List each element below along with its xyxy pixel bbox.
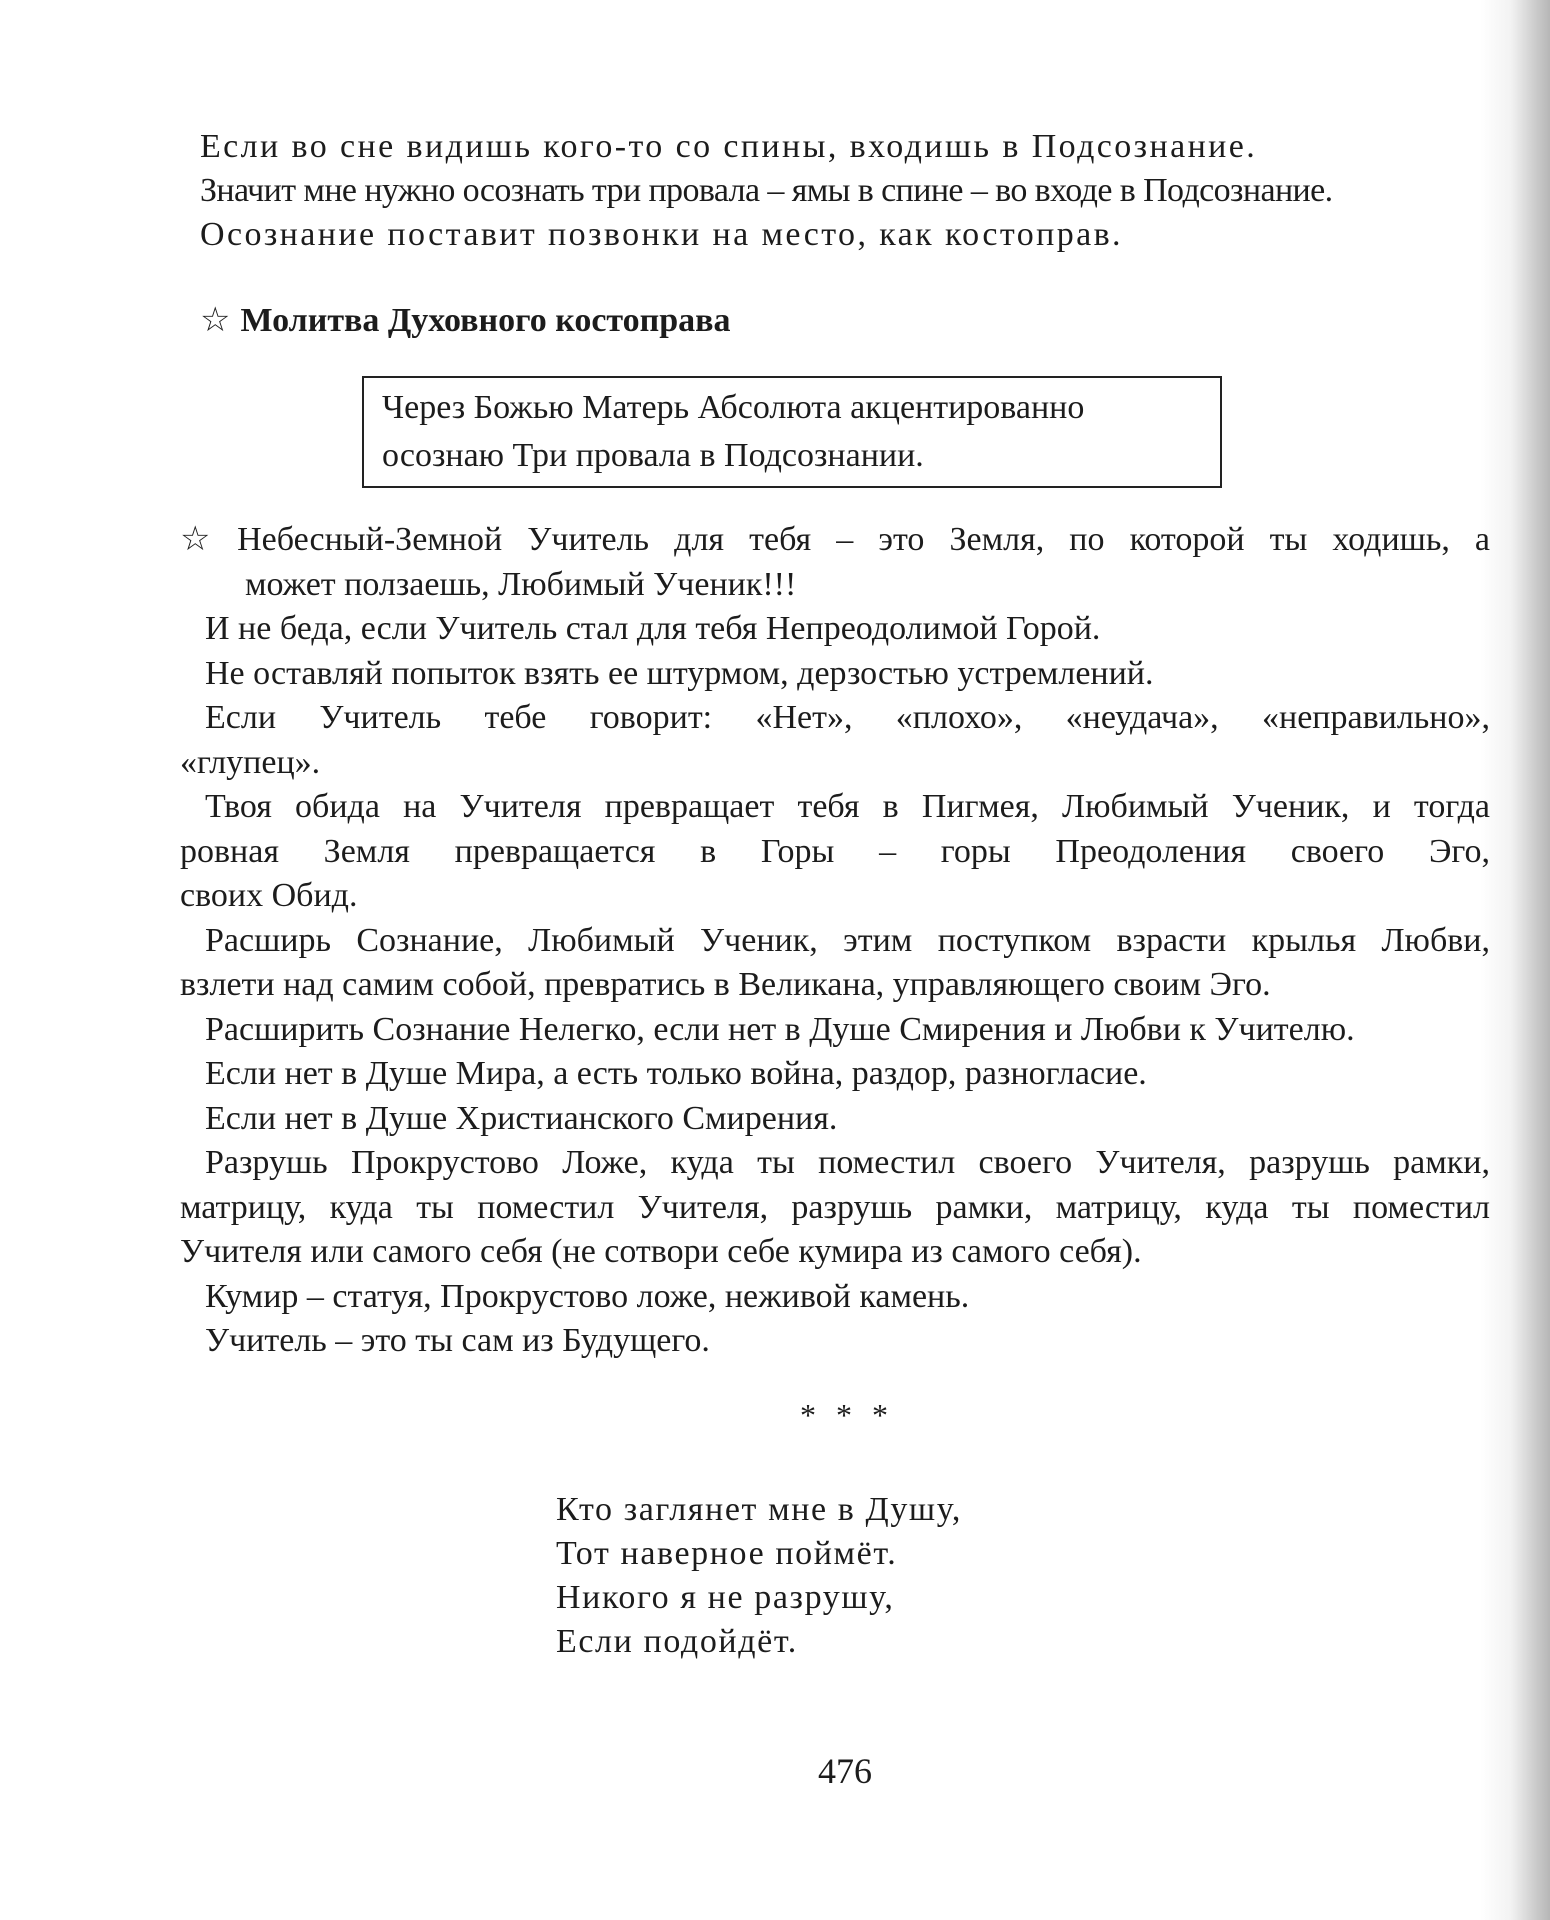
text-line: Если нет в Душе Христианского Смирения.: [205, 1099, 838, 1137]
text-line: Расширь Сознание, Любимый Ученик, этим поступком взрасти крылья Любви,: [205, 921, 1490, 959]
text-line: может ползаешь, Любимый Ученик!!!: [245, 565, 797, 603]
text-line: взлети над самим собой, превратись в Великана, управляющего своим Эго.: [180, 966, 1271, 1003]
poem-line: Кто заглянет мне в Душу,: [556, 1491, 963, 1528]
text-line: Учитель – это ты сам из Будущего.: [205, 1322, 710, 1359]
text-line: Осознание поставит позвонки на место, как костоправ.: [200, 216, 1123, 253]
prayer-box: [362, 376, 1222, 488]
text-line: Если нет в Душе Мира, а есть только война, раздор, разногласие.: [205, 1055, 1147, 1092]
prayer-line: Через Божью Матерь Абсолюта акцентированно: [382, 389, 1085, 426]
prayer-line: осознаю Три провала в Подсознании.: [382, 437, 924, 474]
page-number: 476: [818, 1751, 872, 1791]
text-line: Твоя обида на Учителя превращает тебя в Пигмея, Любимый Ученик, и тогда: [205, 788, 1490, 825]
section-separator: * * *: [800, 1397, 894, 1433]
text-line: Разрушь Прокрустово Ложе, куда ты поместил своего Учителя, разрушь рамки,: [205, 1144, 1490, 1181]
text-line: ровная Земля превращается в Горы – горы Преодоления своего Эго,: [180, 832, 1490, 870]
text-line: своих Обид.: [180, 877, 358, 914]
teacher-section: [180, 518, 1490, 1364]
poem-line: Никого я не разрушу,: [556, 1579, 895, 1616]
text-line: ☆ Небесный-Земной Учитель для тебя – это Земля, по которой ты ходишь, а: [180, 521, 1491, 558]
star-outline-icon: ☆: [200, 302, 231, 339]
text-line: «глупец».: [180, 743, 321, 781]
prayer-heading: [200, 300, 731, 340]
text-line: Кумир – статуя, Прокрустово ложе, неживой камень.: [205, 1277, 970, 1315]
text-line: Не оставляй попыток взять ее штурмом, дерзостью устремлений.: [205, 654, 1154, 692]
intro-paragraph: [200, 125, 1510, 257]
text-line: Если во сне видишь кого-то со спины, входишь в Подсознание.: [200, 128, 1258, 165]
text-line: Учителя или самого себя (не сотвори себе кумира из самого себя).: [180, 1233, 1142, 1270]
text-line: Расширить Сознание Нелегко, если нет в Душе Смирения и Любви к Учителю.: [205, 1010, 1355, 1048]
text-line: Значит мне нужно осознать три провала – ямы в спине – во входе в Подсознание.: [200, 172, 1333, 209]
poem-line: Если подойдёт.: [556, 1623, 798, 1660]
text-line: И не беда, если Учитель стал для тебя Непреодолимой Горой.: [205, 610, 1101, 647]
text-line: матрицу, куда ты поместил Учителя, разрушь рамки, матрицу, куда ты поместил: [180, 1188, 1490, 1226]
page-gutter-shadow: [1510, 0, 1550, 1920]
poem: [556, 1488, 962, 1664]
prayer-heading-text: Молитва Духовного костоправа: [240, 302, 731, 339]
star-outline-icon: ☆: [180, 521, 228, 558]
poem-line: Тот наверное поймёт.: [556, 1535, 898, 1572]
text-line: Если Учитель тебе говорит: «Нет», «плохо», «неудача», «неправильно»,: [205, 699, 1490, 736]
